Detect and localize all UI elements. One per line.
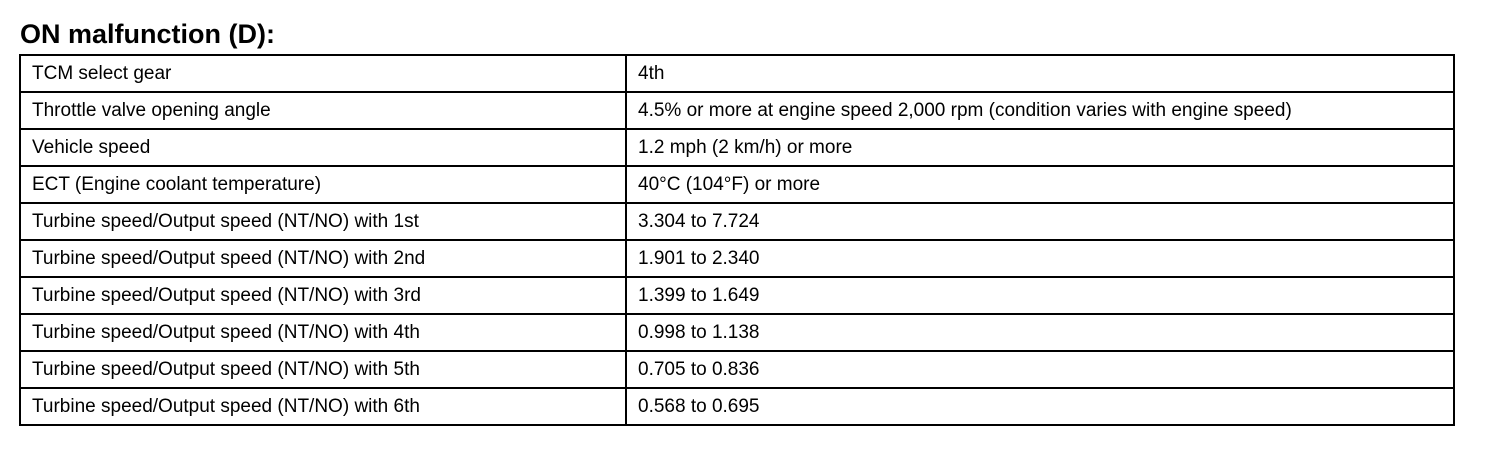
- condition-value-cell: 3.304 to 7.724: [626, 203, 1454, 240]
- condition-item-cell: Turbine speed/Output speed (NT/NO) with 2nd: [20, 240, 626, 277]
- table-row: [20, 277, 1454, 314]
- condition-item-cell: Turbine speed/Output speed (NT/NO) with 3rd: [20, 277, 626, 314]
- condition-item-cell: Throttle valve opening angle: [20, 92, 626, 129]
- condition-value-cell: 0.998 to 1.138: [626, 314, 1454, 351]
- condition-item-cell: Turbine speed/Output speed (NT/NO) with 1st: [20, 203, 626, 240]
- condition-value-cell: 1.2 mph (2 km/h) or more: [626, 129, 1454, 166]
- condition-item-cell: TCM select gear: [20, 55, 626, 92]
- condition-item-cell: Vehicle speed: [20, 129, 626, 166]
- section-heading: ON malfunction (D):: [20, 19, 275, 49]
- condition-item-cell: Turbine speed/Output speed (NT/NO) with 6th: [20, 388, 626, 425]
- table-row: [20, 203, 1454, 240]
- table-row: [20, 314, 1454, 351]
- malfunction-conditions-table: [19, 54, 1455, 426]
- condition-value-cell: 4.5% or more at engine speed 2,000 rpm (condition varies with engine speed): [626, 92, 1454, 129]
- condition-value-cell: 40°C (104°F) or more: [626, 166, 1454, 203]
- condition-value-cell: 4th: [626, 55, 1454, 92]
- condition-item-cell: Turbine speed/Output speed (NT/NO) with 5th: [20, 351, 626, 388]
- table-row: [20, 388, 1454, 425]
- table-row: [20, 166, 1454, 203]
- condition-item-cell: ECT (Engine coolant temperature): [20, 166, 626, 203]
- table-row: [20, 55, 1454, 92]
- table-row: [20, 92, 1454, 129]
- table-row: [20, 129, 1454, 166]
- table-row: [20, 351, 1454, 388]
- condition-value-cell: 1.399 to 1.649: [626, 277, 1454, 314]
- condition-value-cell: 0.568 to 0.695: [626, 388, 1454, 425]
- table-row: [20, 240, 1454, 277]
- condition-item-cell: Turbine speed/Output speed (NT/NO) with 4th: [20, 314, 626, 351]
- condition-value-cell: 1.901 to 2.340: [626, 240, 1454, 277]
- condition-value-cell: 0.705 to 0.836: [626, 351, 1454, 388]
